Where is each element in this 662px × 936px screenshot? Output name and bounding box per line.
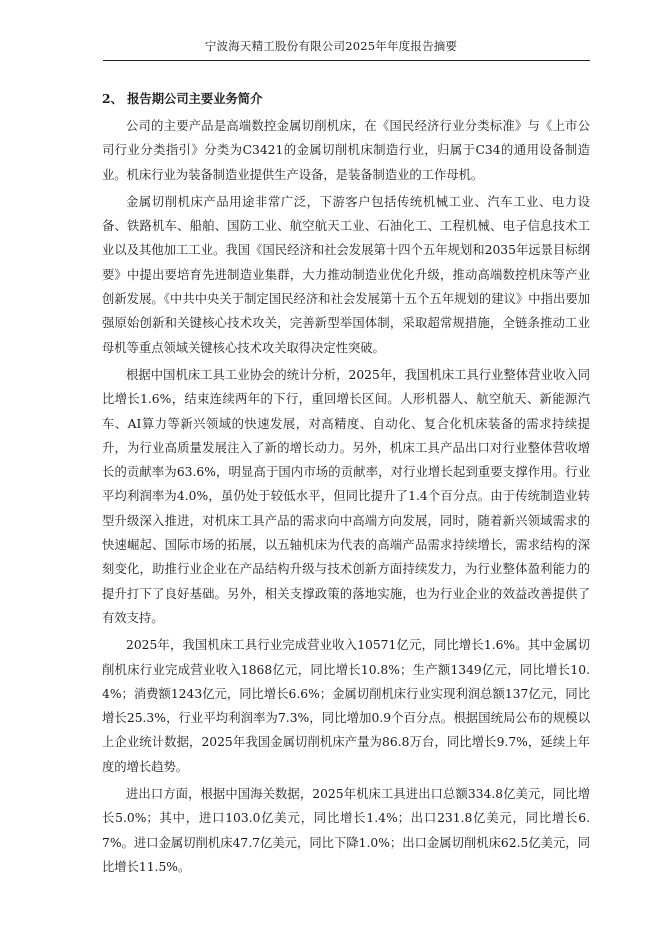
paragraph-industry-analysis: 根据中国机床工具工业协会的统计分析，2025年，我国机床工具行业整体营业收入同比增长1.6%，结束连续两年的下行，重回增长区间。人形机器人、航空航天、新能源汽车、AI算力等新兴领域的快速发展，对高精度、自动化、复合化机床装备的需求持续提升，为行业高质量发展注入了新的增长动力。另外，机床工具产品出口对行业整体营收增长的贡献率为63.6%，明显高于国内市场的贡献率，对行业增长起到重要支撑作用。行业平均利润率为4.0%，虽仍处于较低水平，但同比提升了1.4个百分点。由于传统制造业转型升级深入推进，对机床工具产品的需求向中高端方向发展，同时，随着新兴领域需求的快速崛起、国际市场的拓展，以五轴机床为代表的高端产品需求持续增长，需求结构的深刻变化，助推行业企业在产品结构升级与技术创新方面持续发力，为行业整体盈利能力的提升打下了良好基础。另外，相关支撑政策的落地实施，也为行业企业的效益改善提供了有效支持。 [102, 367, 590, 625]
main-content [102, 87, 590, 879]
page-header: 宁波海天精工股份有限公司2025年年度报告摘要 [204, 39, 458, 53]
header-divider [103, 60, 590, 61]
paragraph-applications-policy: 金属切削机床产品用途非常广泛，下游客户包括传统机械工业、汽车工业、电力设备、铁路机车、船舶、国防工业、航空航天工业、石油化工、工程机械、电子信息技术工业以及其他加工工业。我国《国民经济和社会发展第十四个五年规划和2035年远景目标纲要》中提出要培育先进制造业集群，大力推动制造业优化升级，推动高端数控机床等产业创新发展。《中共中央关于制定国民经济和社会发展第十五个五年规划的建议》中指出要加强原始创新和关键核心技术攻关，完善新型举国体制，采取超常规措施，全链条推动工业母机等重点领域关键核心技术攻关取得决定性突破。 [102, 194, 590, 355]
section-heading: 2、 报告期公司主要业务简介 [102, 91, 263, 106]
paragraph-industry-revenue: 2025年，我国机床工具行业完成营业收入10571亿元，同比增长1.6%。其中金属切削机床行业完成营业收入1868亿元，同比增长10.8%；生产额1349亿元，同比增长10.4%；消费额1243亿元，同比增长6.6%；金属切削机床行业实现利润总额137亿元，同比增长25.3%，行业平均利润率为7.3%，同比增加0.9个百分点。根据国统局公布的规模以上企业统计数据，2025年我国金属切削机床产量为86.8万台，同比增长9.7%，延续上年度的增长趋势。 [102, 638, 590, 774]
paragraph-main-products: 公司的主要产品是高端数控金属切削机床，在《国民经济行业分类标准》与《上市公司行业分类指引》分类为C3421的金属切削机床制造行业，归属于C34的通用设备制造业。机床行业为装备制造业提供生产设备，是装备制造业的工作母机。 [102, 119, 590, 182]
paragraph-import-export: 进出口方面，根据中国海关数据，2025年机床工具进出口总额334.8亿美元，同比增长5.0%；其中，进口103.0亿美元，同比增长1.4%；出口231.8亿美元，同比增长6.7%。进口金属切削机床47.7亿美元，同比下降1.0%；出口金属切削机床62.5亿美元，同比增长11.5%。 [102, 787, 590, 874]
